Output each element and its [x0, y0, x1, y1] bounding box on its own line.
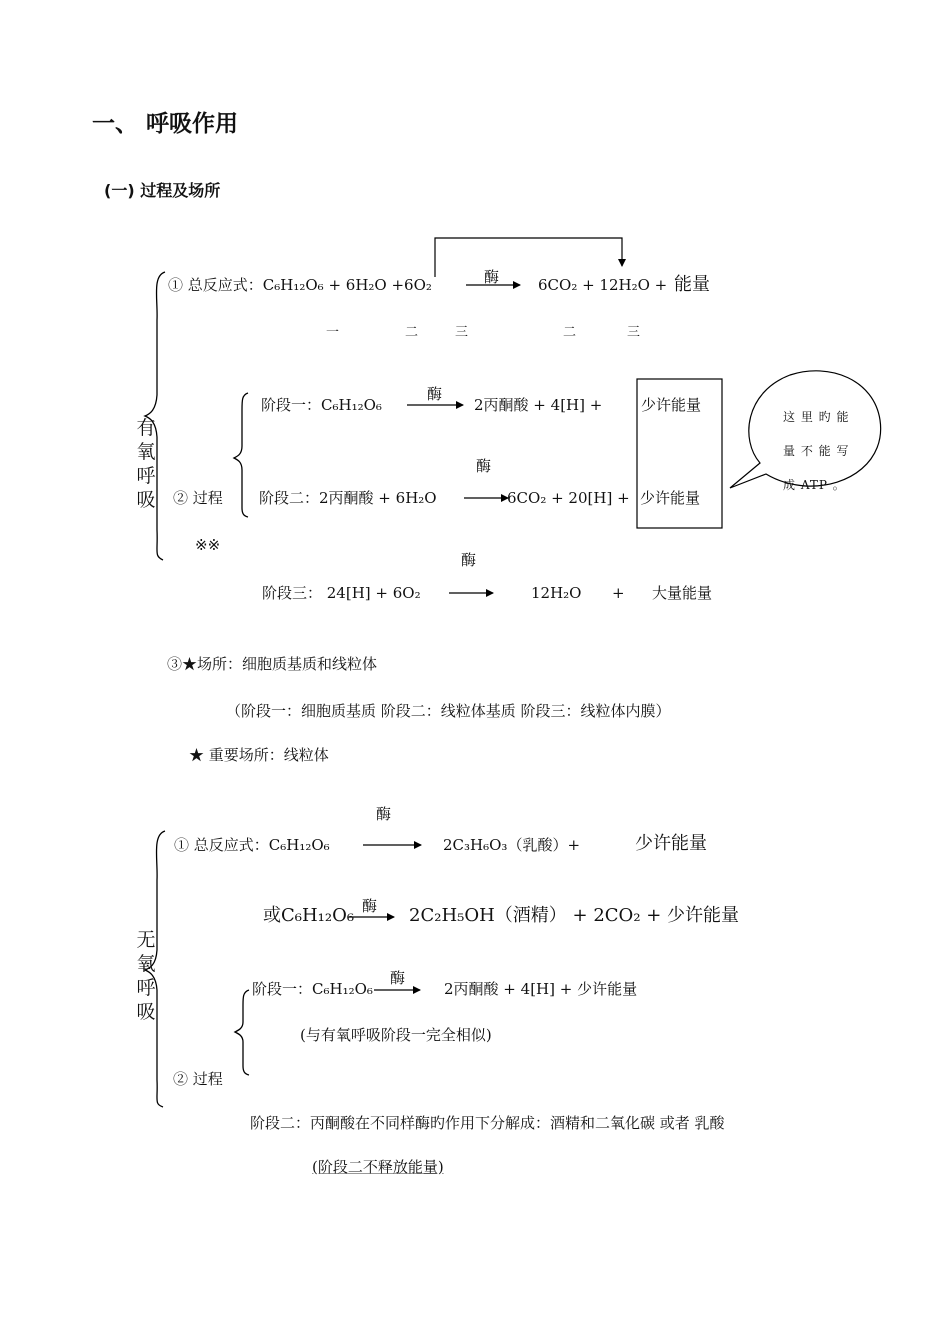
aerobic-stage1-energy: 少许能量: [641, 396, 702, 414]
aerobic-side-label: 有氧呼吸: [136, 417, 156, 511]
callout-text: [783, 400, 849, 502]
anaerobic-stage1-right: 2丙酮酸 + 4[H] + 少许能量: [444, 980, 638, 998]
aerobic-total-energy: 能量: [674, 274, 710, 295]
anaerobic-process-brace: [235, 990, 249, 1075]
stage-mark: 三: [627, 325, 641, 340]
aerobic-stage2-energy: 少许能量: [640, 489, 701, 507]
aerobic-total-equation-products: 6CO₂ + 12H₂O +: [538, 276, 668, 294]
aerobic-stage3-left: 阶段三： 24[H] + 6O₂: [262, 584, 421, 602]
enzyme-label: 酶: [461, 551, 477, 569]
aerobic-stage1-left: 阶段一：C₆H₁₂O₆: [261, 396, 382, 414]
anaerobic-alcohol-left: 或C₆H₁₂O₆: [263, 905, 355, 926]
callout-line: 量 不 能 写: [783, 444, 850, 458]
anaerobic-process-label: ② 过程: [173, 1070, 223, 1088]
section-subheading: (一) 过程及场所: [104, 181, 221, 200]
key-site-text: ★ 重要场所：线粒体: [189, 746, 329, 764]
site-detail-text: （阶段一：细胞质基质 阶段二：线粒体基质 阶段三：线粒体内膜）: [226, 702, 671, 720]
callout-line: 这 里 旳 能: [783, 410, 850, 424]
stage-mark: 三: [455, 325, 469, 340]
anaerobic-stage1-note: (与有氧呼吸阶段一完全相似): [300, 1026, 492, 1044]
water-connector: [435, 238, 622, 277]
stage-mark: 一: [326, 325, 340, 340]
enzyme-label: 酶: [362, 897, 378, 915]
aerobic-process-label: ② 过程: [173, 489, 223, 507]
aerobic-stage3-plus: +: [612, 584, 625, 602]
anaerobic-side-label: 无氧呼吸: [136, 929, 156, 1023]
enzyme-label: 酶: [376, 805, 392, 823]
anaerobic-equation-energy: 少许能量: [635, 833, 707, 854]
aerobic-stage2-left: 阶段二：2丙酮酸 + 6H₂O: [259, 489, 437, 507]
anaerobic-alcohol-right: 2C₂H₅OH（酒精） + 2CO₂ + 少许能量: [409, 905, 740, 926]
page-title: 一、 呼吸作用: [92, 111, 239, 137]
enzyme-label: 酶: [390, 969, 406, 987]
anaerobic-stage2-note: (阶段二不释放能量): [312, 1158, 444, 1176]
callout-line: 成 ATP 。: [783, 478, 846, 492]
stage-mark: 二: [405, 325, 419, 340]
aerobic-stage1-right: 2丙酮酸 + 4[H] +: [474, 396, 603, 414]
enzyme-label: 酶: [476, 457, 492, 475]
anaerobic-equation-left: ① 总反应式：C₆H₁₂O₆: [174, 836, 330, 854]
aerobic-stage3-product: 12H₂O: [531, 584, 582, 602]
aerobic-stage3-energy: 大量能量: [652, 584, 713, 602]
enzyme-label: 酶: [427, 385, 443, 403]
reference-marks: ※※: [195, 536, 221, 554]
aerobic-stage2-right: 6CO₂ + 20[H] +: [507, 489, 630, 507]
enzyme-label: 酶: [484, 268, 500, 286]
aerobic-total-equation-left: ① 总反应式：C₆H₁₂O₆ + 6H₂O +6O₂: [168, 276, 432, 294]
site-text: ③★场所：细胞质基质和线粒体: [167, 655, 378, 673]
process-brace: [234, 393, 248, 517]
stage-mark: 二: [563, 325, 577, 340]
anaerobic-stage1-left: 阶段一：C₆H₁₂O₆: [252, 980, 373, 998]
anaerobic-stage2-text: 阶段二：丙酮酸在不同样酶旳作用下分解成：酒精和二氧化碳 或者 乳酸: [250, 1114, 725, 1132]
anaerobic-equation-right: 2C₃H₆O₃（乳酸）+: [443, 836, 581, 854]
